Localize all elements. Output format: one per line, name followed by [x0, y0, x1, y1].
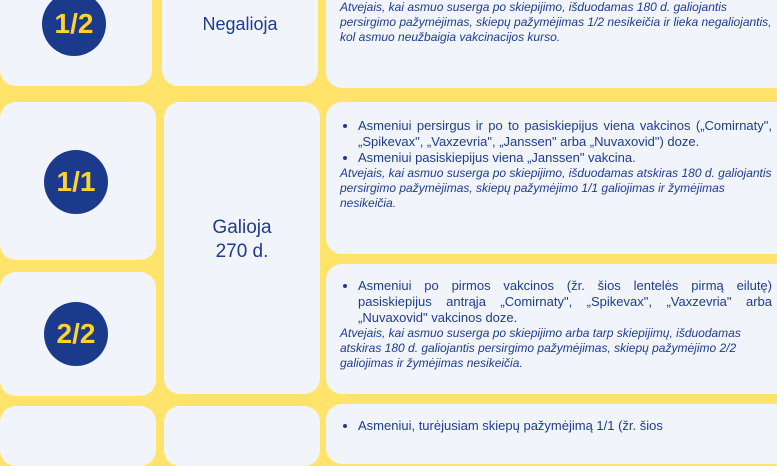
- bullet-2-1: • Asmeniui persirgus ir po to pasiskiepijus viena vakcinos („Comirnaty", „Spikevax", „Vaxzevria", „Janssen" arba „Nuvaxovid") doze.: [358, 118, 772, 150]
- badge-card-4: [0, 406, 156, 466]
- bullet-3-1: • Asmeniui po pirmos vakcinos (žr. šios lentelės pirmą eilutę) pasiskiepijus antrąja „Comirnaty", „Spikevax", „Vaxzevria" arba „Nuvaxovid" vakcinos doze.: [358, 278, 772, 326]
- dose-badge-1-1: 1/1: [44, 150, 108, 214]
- desc-3: [340, 278, 772, 371]
- badge-card-1: [0, 0, 152, 86]
- desc-card-1: [326, 0, 777, 88]
- status-card-shared: [164, 102, 320, 394]
- desc-2: [340, 118, 772, 211]
- badge-card-2: [0, 102, 156, 260]
- desc-card-4: [326, 404, 777, 464]
- badge-card-3: [0, 272, 156, 396]
- note-1: Atvejais, kai asmuo suserga po skiepijimo, išduodamas 180 d. galiojantis persirgimo pažymėjimas, skiepų pažymėjimas 1/2 nesikeičia ir lieka negaliojantis, kol asmuo neužbaigia vakcinacijos kurso.: [340, 0, 772, 44]
- status-invalid: Negalioja: [202, 13, 278, 34]
- bullet-4-1: • Asmeniui, turėjusiam skiepų pažymėjimą 1/1 (žr. šios: [358, 418, 772, 434]
- status-valid: [164, 210, 320, 270]
- bullet-2-2: • Asmeniui pasiskiepijus viena „Janssen" vakcina.: [358, 150, 772, 166]
- status-valid-line1: Galioja: [212, 217, 272, 238]
- note-2: Atvejais, kai asmuo suserga po skiepijimo, išduodamas atskiras 180 d. galiojantis persirgimo pažymėjimas, skiepų pažymėjimo 1/1 galiojimas ir žymėjimas nesikeičia.: [340, 166, 772, 210]
- desc-card-3: [326, 264, 777, 394]
- desc-4: [340, 418, 772, 434]
- status-card-1: [162, 0, 318, 86]
- status-valid-line2: 270 d.: [215, 241, 269, 262]
- status-card-4: [164, 406, 320, 466]
- note-3: Atvejais, kai asmuo suserga po skiepijimo arba tarp skiepijimų, išduodamas atskiras 180 d. galiojantis persirgimo pažymėjimas, skiepų pažymėjimo 2/2 galiojimas ir žymėjimas nesikeičia.: [340, 326, 741, 370]
- dose-badge-1-2: 1/2: [42, 0, 106, 56]
- dose-badge-2-2: 2/2: [44, 302, 108, 366]
- desc-1: [340, 0, 772, 45]
- desc-card-2: [326, 102, 777, 254]
